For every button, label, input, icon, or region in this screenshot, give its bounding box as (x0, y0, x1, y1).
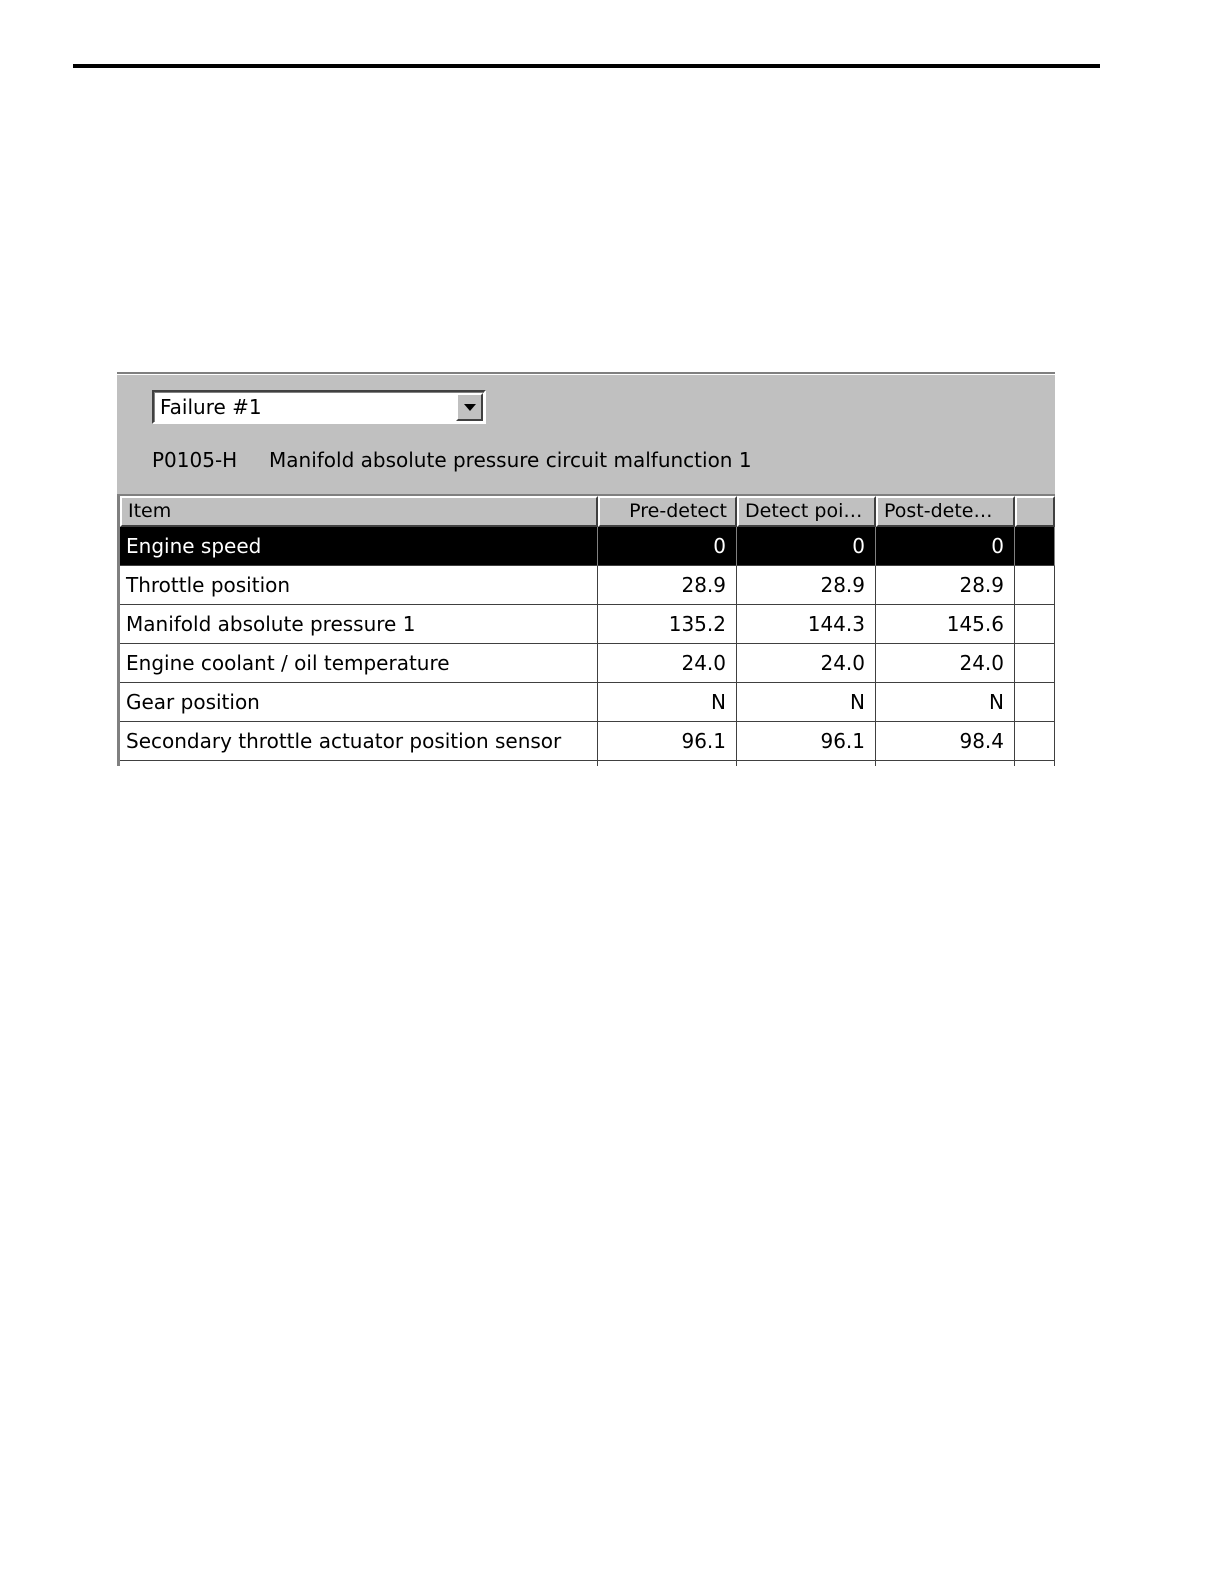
column-header-item[interactable]: Item (120, 496, 598, 527)
cell-post-detect: 145.6 (876, 605, 1015, 644)
column-header-extra[interactable] (1015, 496, 1055, 527)
cell-post-detect: N (876, 683, 1015, 722)
cell-extra (1015, 566, 1055, 605)
cell-extra (1015, 722, 1055, 761)
table-row[interactable] (120, 722, 1055, 761)
cell-pre-detect (598, 761, 737, 766)
cell-post-detect: 0 (876, 527, 1015, 566)
cell-pre-detect: 135.2 (598, 605, 737, 644)
cell-extra (1015, 605, 1055, 644)
column-header-pre-detect[interactable]: Pre-detect (598, 496, 737, 527)
cell-pre-detect: 28.9 (598, 566, 737, 605)
column-header-post-detect[interactable]: Post-dete… (876, 496, 1015, 527)
cell-post-detect: 28.9 (876, 566, 1015, 605)
table-row[interactable] (120, 683, 1055, 722)
cell-extra (1015, 644, 1055, 683)
table-row[interactable] (120, 566, 1055, 605)
cell-item: Engine speed (120, 527, 598, 566)
dropdown-arrow-button[interactable] (456, 393, 483, 421)
table-row[interactable] (120, 605, 1055, 644)
page-header-rule (73, 64, 1100, 68)
cell-item: Secondary throttle actuator position sensor (120, 722, 598, 761)
freeze-frame-window (117, 372, 1055, 766)
cell-detect-point: 96.1 (737, 722, 876, 761)
cell-pre-detect: 24.0 (598, 644, 737, 683)
cell-item: Engine coolant / oil temperature (120, 644, 598, 683)
cell-post-detect: 24.0 (876, 644, 1015, 683)
cell-item (120, 761, 598, 766)
cell-post-detect (876, 761, 1015, 766)
cell-pre-detect: 96.1 (598, 722, 737, 761)
cell-detect-point: 24.0 (737, 644, 876, 683)
cell-detect-point (737, 761, 876, 766)
cell-extra (1015, 527, 1055, 566)
chevron-down-icon (464, 404, 476, 411)
cell-pre-detect: N (598, 683, 737, 722)
table-row-partial[interactable] (120, 761, 1055, 766)
failure-select-dropdown[interactable] (152, 390, 486, 424)
cell-detect-point: 28.9 (737, 566, 876, 605)
table-header-row (120, 496, 1055, 527)
cell-extra (1015, 683, 1055, 722)
cell-detect-point: 0 (737, 527, 876, 566)
failure-code: P0105-H (152, 448, 238, 472)
cell-post-detect: 98.4 (876, 722, 1015, 761)
cell-item: Gear position (120, 683, 598, 722)
table-row[interactable] (120, 527, 1055, 566)
window-top-edge (117, 372, 1055, 375)
failure-code-line (152, 447, 752, 473)
cell-item: Throttle position (120, 566, 598, 605)
failure-description: Manifold absolute pressure circuit malfunction 1 (269, 448, 752, 472)
cell-extra (1015, 761, 1055, 766)
cell-pre-detect: 0 (598, 527, 737, 566)
failure-select-value: Failure #1 (160, 395, 262, 419)
cell-detect-point: 144.3 (737, 605, 876, 644)
freeze-frame-table (117, 494, 1055, 766)
cell-item: Manifold absolute pressure 1 (120, 605, 598, 644)
table-row[interactable] (120, 644, 1055, 683)
column-header-detect-point[interactable]: Detect poi… (737, 496, 876, 527)
cell-detect-point: N (737, 683, 876, 722)
